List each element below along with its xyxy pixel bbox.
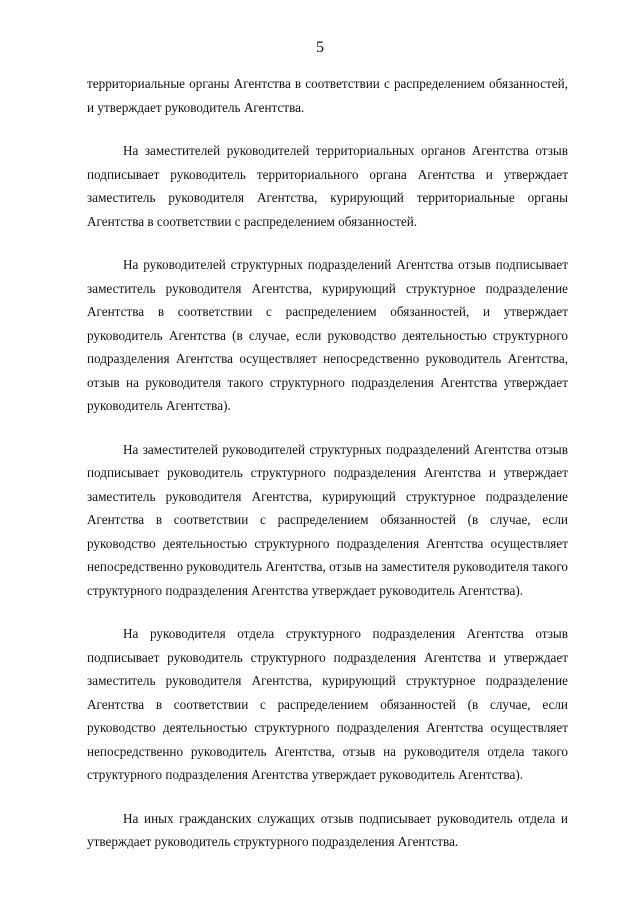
paragraph-continuation: территориальные органы Агентства в соответствии с распределением обязанностей, и утверждает руководитель Агентства. [87,76,568,115]
paragraph-deputy-territorial-heads: На заместителей руководителей территориальных органов Агентства отзыв подписывает руководитель территориального органа Агентства и утверждает заместитель руководителя Агентства, курирующий территориальные органы Агентства в соответствии с распределением обязанностей. [87,143,568,229]
document-body [87,72,568,874]
paragraph-structural-unit-heads: На руководителей структурных подразделений Агентства отзыв подписывает заместитель руководителя Агентства, курирующий структурное подразделение Агентства в соответствии с распределением обязанностей, и утверждает руководитель Агентства (в случае, если руководство деятельностью структурного подразделения Агентства осуществляет непосредственно руководитель Агентства, отзыв на руководителя такого структурного подразделения Агентства утверждает руководитель Агентства). [87,257,568,413]
page-number: 5 [316,39,324,56]
paragraph-other-civil-servants: На иных гражданских служащих отзыв подписывает руководитель отдела и утверждает руководитель структурного подразделения Агентства. [87,810,568,849]
paragraph-deputy-structural-unit-heads: На заместителей руководителей структурных подразделений Агентства отзыв подписывает руководитель структурного подразделения Агентства и утверждает заместитель руководителя Агентства, курирующий структурное подразделение Агентства в соответствии с распределением обязанностей (в случае, если руководство деятельностью структурного подразделения Агентства осуществляет непосредственно руководитель Агентства, отзыв на заместителя руководителя такого структурного подразделения Агентства утверждает руководитель Агентства). [87,441,568,598]
paragraph-department-heads: На руководителя отдела структурного подразделения Агентства отзыв подписывает руководитель структурного подразделения Агентства и утверждает заместитель руководителя Агентства, курирующий структурное подразделение Агентства в соответствии с распределением обязанностей (в случае, если руководство деятельностью структурного подразделения Агентства осуществляет непосредственно руководитель Агентства, отзыв на руководителя отдела такого структурного подразделения Агентства утверждает руководитель Агентства). [87,626,568,782]
